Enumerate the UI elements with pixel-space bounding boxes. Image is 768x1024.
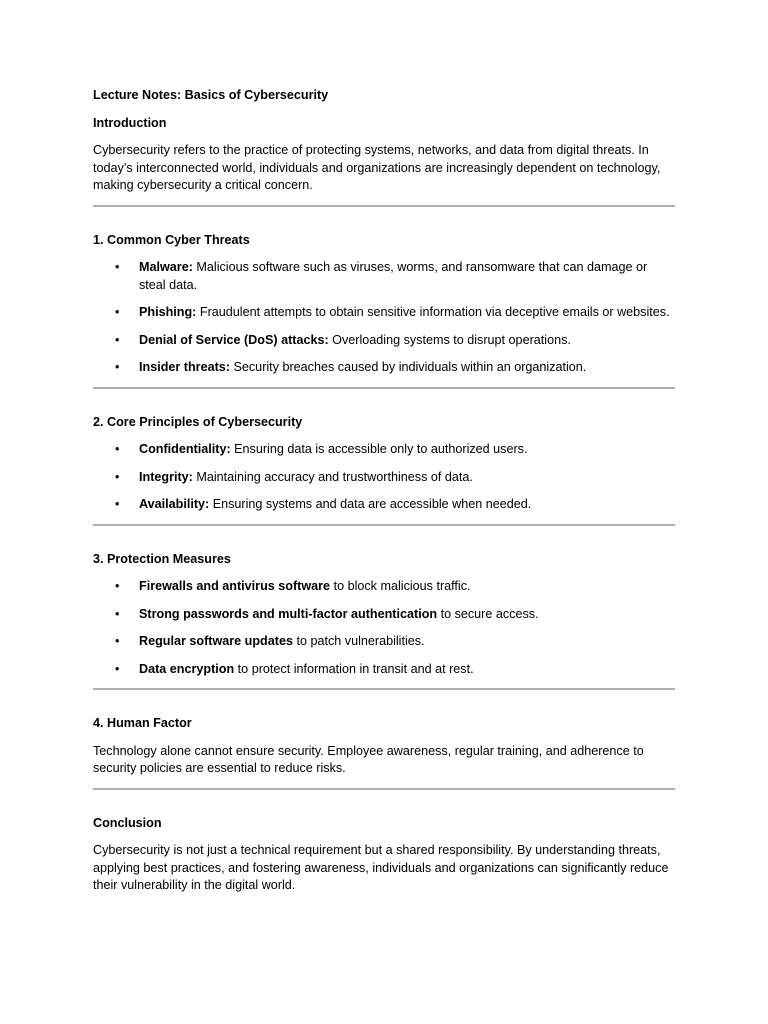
term-label: Availability:	[139, 497, 210, 511]
bullet-icon: •	[115, 634, 120, 648]
term-description: to block malicious traffic.	[330, 579, 471, 593]
list-item	[93, 469, 675, 487]
term-description: Security breaches caused by individuals within an organization.	[229, 360, 587, 374]
term-description: to protect information in transit and at rest.	[234, 661, 474, 676]
bullet-icon: •	[115, 606, 120, 621]
intro-heading: Introduction	[93, 115, 167, 130]
term-label: Firewalls and antivirus software	[139, 579, 331, 593]
intro-paragraph: Cybersecurity refers to the practice of protecting systems, networks, and data from digital threats. In today’s interconnected world, individuals and organizations are increasingly dependent on technology, making cybersecurity a critical concern.	[93, 143, 661, 192]
bullet-icon: •	[115, 579, 120, 593]
term-label: Insider threats:	[139, 360, 230, 374]
human-factor-paragraph: Technology alone cannot ensure security. Employee awareness, regular training, and adherence to security policies are essential to reduce risks.	[93, 743, 644, 775]
list-item	[93, 304, 675, 322]
list-item	[93, 633, 675, 651]
threats-heading: 1. Common Cyber Threats	[93, 232, 250, 247]
human-factor-heading: 4. Human Factor	[93, 716, 192, 730]
list-item	[93, 332, 675, 350]
bullet-icon: •	[115, 442, 120, 456]
threats-list	[93, 259, 675, 377]
section-divider	[93, 688, 675, 690]
term-description: to secure access.	[437, 606, 539, 621]
section-divider	[93, 205, 675, 207]
bullet-icon: •	[115, 497, 120, 511]
term-description: Fraudulent attempts to obtain sensitive information via deceptive emails or websites.	[196, 305, 670, 319]
list-item	[93, 496, 675, 514]
principles-list	[93, 441, 675, 514]
list-item	[93, 441, 675, 459]
term-description: Ensuring data is accessible only to authorized users.	[230, 442, 528, 456]
term-label: Malware:	[139, 260, 193, 274]
measures-heading: 3. Protection Measures	[93, 551, 231, 566]
term-description: Overloading systems to disrupt operations.	[328, 332, 571, 347]
bullet-icon: •	[115, 305, 120, 319]
term-description: to patch vulnerabilities.	[292, 634, 425, 648]
term-description: Ensuring systems and data are accessible when needed.	[209, 497, 532, 511]
section-divider	[93, 788, 675, 790]
term-label: Regular software updates	[139, 634, 293, 648]
conclusion-heading: Conclusion	[93, 815, 162, 830]
term-label: Denial of Service (DoS) attacks:	[139, 332, 329, 347]
term-label: Phishing:	[139, 305, 197, 319]
conclusion-paragraph: Cybersecurity is not just a technical requirement but a shared responsibility. By understanding threats, applying best practices, and fostering awareness, individuals and organizations can significantly reduce their vulnerability in the digital world.	[93, 843, 669, 892]
section-divider	[93, 524, 675, 526]
list-item	[93, 606, 675, 624]
section-divider	[93, 387, 675, 389]
principles-heading: 2. Core Principles of Cybersecurity	[93, 414, 303, 429]
bullet-icon: •	[115, 332, 120, 347]
term-label: Confidentiality:	[139, 442, 231, 456]
term-label: Strong passwords and multi-factor authentication	[139, 606, 438, 621]
list-item	[93, 259, 675, 294]
list-item	[93, 359, 675, 377]
measures-list	[93, 578, 675, 678]
list-item	[93, 578, 675, 596]
term-description: Malicious software such as viruses, worms, and ransomware that can damage or steal data.	[139, 260, 648, 292]
term-label: Integrity:	[139, 469, 193, 484]
bullet-icon: •	[115, 661, 120, 676]
document-title: Lecture Notes: Basics of Cybersecurity	[93, 88, 329, 102]
bullet-icon: •	[115, 260, 120, 274]
bullet-icon: •	[115, 469, 120, 484]
term-description: Maintaining accuracy and trustworthiness of data.	[192, 469, 473, 484]
bullet-icon: •	[115, 360, 120, 374]
list-item	[93, 661, 675, 679]
term-label: Data encryption	[139, 661, 235, 676]
